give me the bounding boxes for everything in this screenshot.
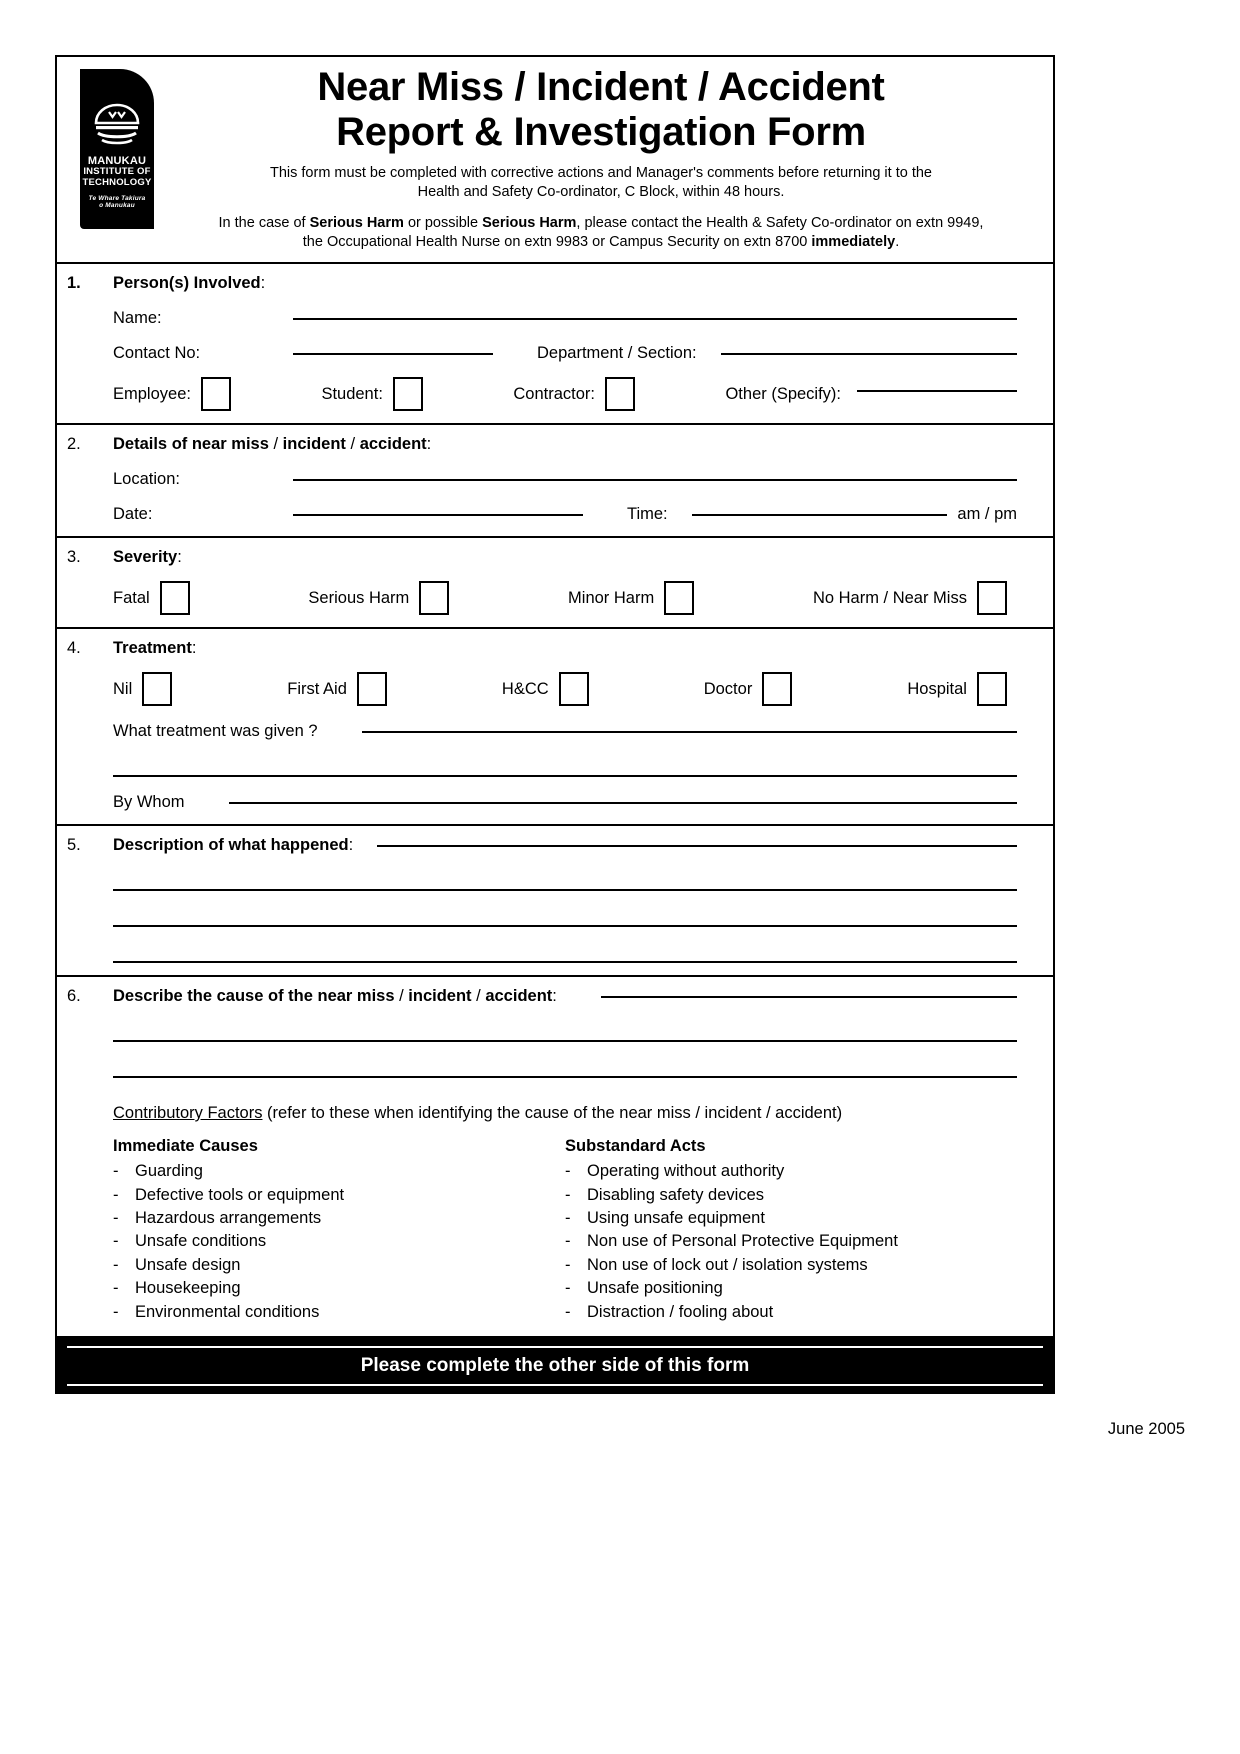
section-6-body <box>113 987 1053 1324</box>
time-input[interactable] <box>692 514 948 516</box>
severity-checkbox-minor-harm[interactable] <box>664 581 694 615</box>
section-2-number: 2. <box>67 435 81 454</box>
contributory-factors-block <box>113 1104 1017 1324</box>
severity-label-minor-harm: Minor Harm <box>568 588 655 607</box>
section-2-heading-part-1: Details of near miss <box>113 435 269 454</box>
section-persons-involved <box>57 264 1053 425</box>
section-1-heading <box>113 274 1017 293</box>
department-section-input[interactable] <box>721 353 1017 355</box>
section-3-body <box>113 548 1053 615</box>
treatment-checkbox-hcc[interactable] <box>559 672 589 706</box>
treatment-checkbox-first-aid[interactable] <box>357 672 387 706</box>
logo-line-5: o Manukau <box>99 201 135 209</box>
contributory-factors-heading <box>113 1104 1017 1123</box>
section-5-number: 5. <box>67 836 81 855</box>
treatment-checkbox-nil[interactable] <box>142 672 172 706</box>
list-item <box>565 1254 1017 1277</box>
section-4-heading <box>113 639 1017 658</box>
section-6-heading-sep-2: / <box>471 987 486 1006</box>
location-row <box>113 470 1017 489</box>
severity-checkbox-fatal[interactable] <box>160 581 190 615</box>
logo-container <box>67 65 167 229</box>
section-3-heading-text: Severity <box>113 548 178 567</box>
immediate-cause-5: Unsafe design <box>135 1255 241 1274</box>
footer-bar-text: Please complete the other side of this form <box>67 1346 1043 1386</box>
notice-mid: or possible <box>403 214 483 231</box>
employee-label: Employee: <box>113 384 191 403</box>
name-row <box>113 309 1017 328</box>
substandard-acts-column <box>565 1137 1017 1324</box>
immediate-cause-1: Guarding <box>135 1162 203 1181</box>
list-item <box>565 1184 1017 1207</box>
treatment-checkbox-hospital[interactable] <box>977 672 1007 706</box>
severity-label-no-harm: No Harm / Near Miss <box>812 588 967 607</box>
treatment-label-nil: Nil <box>113 679 133 698</box>
section-3-heading <box>113 548 1017 567</box>
by-whom-row <box>113 793 1017 812</box>
cause-input-line-1[interactable] <box>601 996 1017 998</box>
footer-bar <box>55 1338 1055 1394</box>
contractor-checkbox[interactable] <box>605 377 635 411</box>
bullet-dash: - <box>565 1208 571 1227</box>
section-5-body <box>113 836 1053 963</box>
bullet-dash: - <box>113 1255 119 1274</box>
immediate-causes-column <box>113 1137 565 1324</box>
immediate-cause-4: Unsafe conditions <box>135 1232 267 1251</box>
form-frame <box>55 55 1055 1338</box>
section-6-heading-sep-1: / <box>394 987 409 1006</box>
substandard-act-1: Operating without authority <box>587 1162 785 1181</box>
serious-harm-notice <box>167 214 1035 252</box>
name-input[interactable] <box>293 318 1017 320</box>
treatment-label-hcc: H&CC <box>501 679 549 698</box>
treatment-option-nil <box>113 672 182 706</box>
list-item <box>565 1277 1017 1300</box>
section-1-heading-colon: : <box>260 274 266 293</box>
student-label: Student: <box>321 384 383 403</box>
form-title-line-1: Near Miss / Incident / Accident <box>317 65 885 109</box>
bullet-dash: - <box>565 1185 571 1204</box>
description-input-line-1[interactable] <box>377 845 1017 847</box>
description-input-line-2[interactable] <box>113 889 1017 891</box>
list-item <box>565 1207 1017 1230</box>
person-type-row <box>113 377 1017 411</box>
department-section-label: Department / Section: <box>537 344 697 363</box>
contractor-label: Contractor: <box>513 384 595 403</box>
substandard-act-4: Non use of Personal Protective Equipment <box>587 1232 898 1251</box>
severity-checkbox-serious-harm[interactable] <box>419 581 449 615</box>
section-4-number: 4. <box>67 639 81 658</box>
name-label: Name: <box>113 309 162 328</box>
severity-label-fatal: Fatal <box>113 588 150 607</box>
other-specify-input[interactable] <box>857 390 1017 392</box>
treatment-label-first-aid: First Aid <box>287 679 347 698</box>
substandard-act-6: Unsafe positioning <box>587 1279 723 1298</box>
section-2-heading-colon: : <box>426 435 432 454</box>
logo-line-1: MANUKAU <box>87 155 147 167</box>
contributory-factors-title: Contributory Factors <box>113 1104 263 1123</box>
severity-option-fatal <box>113 581 200 615</box>
bullet-dash: - <box>565 1302 571 1321</box>
bullet-dash: - <box>565 1162 571 1181</box>
bullet-dash: - <box>113 1302 119 1321</box>
contact-department-row <box>113 344 1017 363</box>
section-2-heading <box>113 435 1017 454</box>
date-time-row <box>113 505 1017 524</box>
other-option <box>725 385 1017 404</box>
other-specify-label: Other (Specify): <box>725 384 842 403</box>
immediate-cause-7: Environmental conditions <box>135 1302 320 1321</box>
section-4-heading-colon: : <box>191 639 197 658</box>
cause-input-line-2[interactable] <box>113 1040 1017 1042</box>
treatment-options-row <box>113 672 1017 706</box>
description-heading-row <box>113 836 1017 855</box>
treatment-option-hospital <box>907 672 1017 706</box>
section-4-body <box>113 639 1053 812</box>
section-2-heading-sep-1: / <box>268 435 283 454</box>
what-treatment-input-line-1[interactable] <box>362 731 1017 733</box>
kete-basket-icon <box>93 103 141 149</box>
severity-option-no-harm <box>813 581 1017 615</box>
section-1-heading-text: Person(s) Involved <box>113 274 261 293</box>
contractor-option <box>513 377 645 411</box>
section-1-number: 1. <box>67 274 81 293</box>
what-treatment-label: What treatment was given ? <box>113 722 318 741</box>
by-whom-label: By Whom <box>113 793 185 812</box>
bullet-dash: - <box>113 1162 119 1181</box>
notice-line2-post: . <box>895 233 900 250</box>
student-option <box>321 377 432 411</box>
list-item <box>113 1277 565 1300</box>
immediate-cause-3: Hazardous arrangements <box>135 1208 322 1227</box>
am-pm-label: am / pm <box>957 505 1017 524</box>
location-label: Location: <box>113 470 180 489</box>
section-2-heading-part-2: incident <box>282 435 346 454</box>
section-6-heading <box>113 987 557 1006</box>
section-cause <box>57 977 1053 1336</box>
instructions-line-1: This form must be completed with corrective actions and Manager's comments before returning it to the <box>269 164 932 181</box>
treatment-label-doctor: Doctor <box>703 679 753 698</box>
section-2-heading-part-3: accident <box>359 435 427 454</box>
bullet-dash: - <box>113 1185 119 1204</box>
employee-checkbox[interactable] <box>201 377 231 411</box>
bullet-dash: - <box>113 1232 119 1251</box>
bullet-dash: - <box>113 1208 119 1227</box>
date-label: Date: <box>113 505 153 524</box>
list-item <box>113 1230 565 1253</box>
time-label: Time: <box>627 505 668 524</box>
contributory-factors-columns <box>113 1137 1017 1324</box>
notice-line2-bold: immediately <box>811 233 896 250</box>
section-severity <box>57 538 1053 629</box>
form-title-line-2: Report & Investigation Form <box>336 109 866 154</box>
treatment-label-hospital: Hospital <box>907 679 967 698</box>
substandard-acts-heading: Substandard Acts <box>565 1137 706 1156</box>
treatment-option-doctor <box>704 672 803 706</box>
form-instructions <box>167 164 1035 202</box>
location-input[interactable] <box>293 479 1017 481</box>
logo-line-4: Te Whare Takiura <box>88 194 146 202</box>
section-2-body <box>113 435 1053 524</box>
severity-options-row <box>113 581 1017 615</box>
treatment-option-first-aid <box>287 672 397 706</box>
cause-input-line-3[interactable] <box>113 1076 1017 1078</box>
description-input-line-3[interactable] <box>113 925 1017 927</box>
manukau-institute-logo <box>80 69 154 229</box>
contact-no-label: Contact No: <box>113 344 201 363</box>
section-6-heading-part-2: incident <box>408 987 472 1006</box>
list-item <box>113 1207 565 1230</box>
immediate-causes-heading: Immediate Causes <box>113 1137 258 1156</box>
bullet-dash: - <box>113 1279 119 1298</box>
section-5-heading <box>113 836 353 855</box>
instructions-line-2: Health and Safety Co-ordinator, C Block, within 48 hours. <box>417 183 785 200</box>
description-input-line-4[interactable] <box>113 961 1017 963</box>
logo-line-2: INSTITUTE OF <box>83 166 151 178</box>
severity-checkbox-no-harm[interactable] <box>977 581 1007 615</box>
contact-no-input[interactable] <box>293 353 493 355</box>
substandard-act-2: Disabling safety devices <box>587 1185 765 1204</box>
by-whom-input[interactable] <box>229 802 1017 804</box>
severity-option-minor-harm <box>568 581 704 615</box>
section-5-heading-colon: : <box>348 836 354 855</box>
list-item <box>113 1301 565 1324</box>
bullet-dash: - <box>565 1232 571 1251</box>
employee-option <box>113 377 241 411</box>
section-6-heading-part-3: accident <box>485 987 553 1006</box>
treatment-checkbox-doctor[interactable] <box>762 672 792 706</box>
list-item <box>565 1230 1017 1253</box>
bullet-dash: - <box>565 1255 571 1274</box>
cause-heading-row <box>113 987 1017 1006</box>
severity-label-serious-harm: Serious Harm <box>308 588 410 607</box>
substandard-act-5: Non use of lock out / isolation systems <box>587 1255 868 1274</box>
list-item <box>113 1160 565 1183</box>
substandard-act-3: Using unsafe equipment <box>587 1208 765 1227</box>
contributory-factors-note: (refer to these when identifying the cause of the near miss / incident / accident) <box>262 1104 843 1123</box>
date-input[interactable] <box>293 514 583 516</box>
severity-option-serious-harm <box>308 581 459 615</box>
section-treatment <box>57 629 1053 826</box>
immediate-cause-2: Defective tools or equipment <box>135 1185 345 1204</box>
section-1-body <box>113 274 1053 411</box>
what-treatment-input-line-2[interactable] <box>113 775 1017 777</box>
section-description <box>57 826 1053 977</box>
treatment-option-hcc <box>502 672 599 706</box>
what-treatment-row <box>113 722 1017 741</box>
section-6-heading-colon: : <box>552 987 557 1006</box>
bullet-dash: - <box>565 1279 571 1298</box>
header-text-block <box>167 65 1043 252</box>
substandard-act-7: Distraction / fooling about <box>587 1302 774 1321</box>
immediate-cause-6: Housekeeping <box>135 1279 241 1298</box>
section-6-number: 6. <box>67 987 81 1006</box>
notice-post: , please contact the Health & Safety Co-ordinator on extn 9949, <box>576 214 984 231</box>
section-3-heading-colon: : <box>177 548 182 567</box>
form-date-stamp: June 2005 <box>1107 1420 1185 1438</box>
section-4-heading-text: Treatment <box>113 639 192 658</box>
section-2-heading-sep-2: / <box>345 435 360 454</box>
list-item <box>113 1254 565 1277</box>
list-item <box>565 1301 1017 1324</box>
student-checkbox[interactable] <box>393 377 423 411</box>
notice-bold-2: Serious Harm <box>482 214 577 231</box>
section-incident-details <box>57 425 1053 538</box>
section-5-heading-text: Description of what happened <box>113 836 349 855</box>
section-3-number: 3. <box>67 548 81 567</box>
notice-line2-pre: the Occupational Health Nurse on extn 9983 or Campus Security on extn 8700 <box>302 233 812 250</box>
section-6-heading-part-1: Describe the cause of the near miss <box>113 987 395 1006</box>
notice-bold-1: Serious Harm <box>309 214 404 231</box>
form-header <box>57 57 1053 264</box>
list-item <box>113 1184 565 1207</box>
notice-pre: In the case of <box>218 214 310 231</box>
logo-line-3: TECHNOLOGY <box>82 176 152 188</box>
list-item <box>565 1160 1017 1183</box>
